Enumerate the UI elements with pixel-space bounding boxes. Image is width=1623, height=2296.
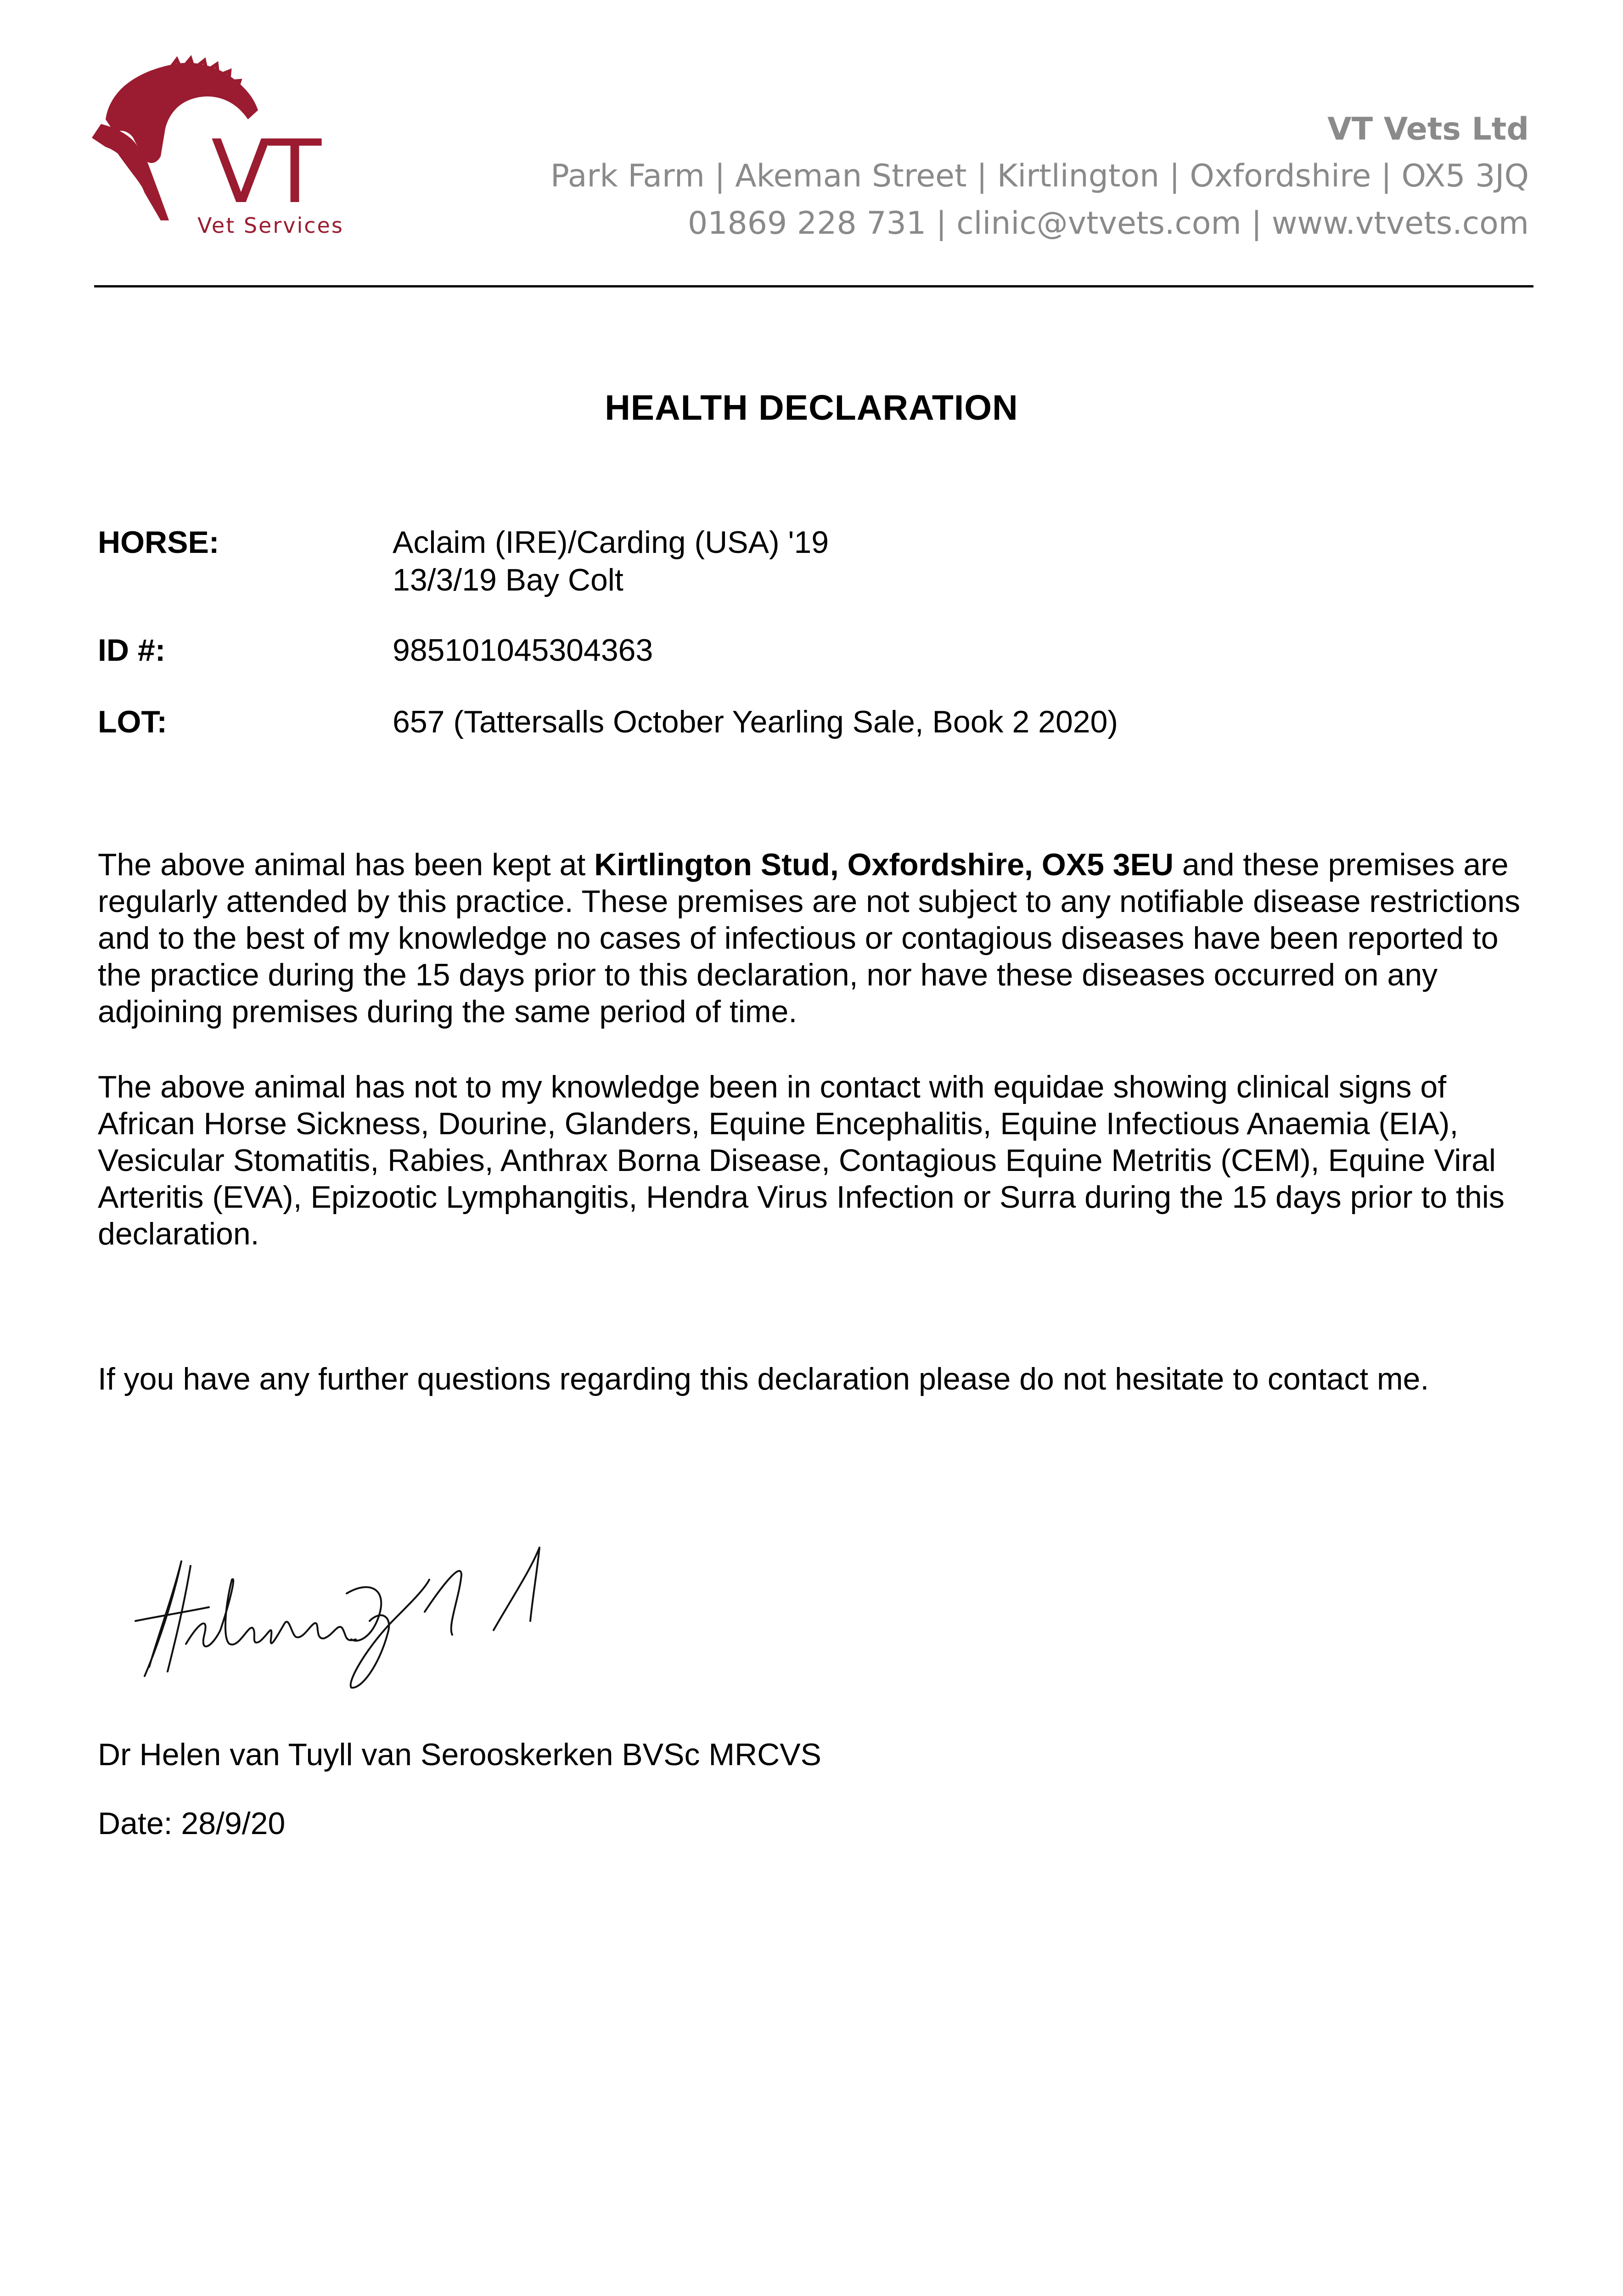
paragraph2-text: The above animal has not to my knowledge been in contact with equidae showing clinical signs of African Horse Sickness, Dourine, Glanders, Equine Encephalitis, Equine Infectious Anaemia (EIA), Vesicular Stomatitis, Rabies, Anthrax Borna Disease, Contagious Equine Metritis (CEM), Equine Viral Arteritis (EVA), Epizootic Lymphangitis, Hendra Virus Infection or Surra during the 15 days prior to this declaration. [98,1069,1505,1251]
paragraph3-text: If you have any further questions regarding this declaration please do not hesitate to contact me. [98,1362,1429,1396]
company-logo [92,55,367,248]
header-divider [94,285,1533,287]
lot-value: 657 (Tattersalls October Yearling Sale, Book 2 2020) [393,704,1118,739]
paragraph1-rest: and these premises are regularly attended by this practice. These premises are not subject to any notifiable disease restrictions and to the best of my knowledge no cases of infectious or contagious diseases have been reported to the practice during the 15 days prior to this declaration, nor have these diseases occurred on any adjoining premises during the same period of time. [98,847,1521,1029]
company-address: Park Farm | Akeman Street | Kirtlington | Oxfordshire | OX5 3JQ [550,158,1529,194]
letterhead-contact [550,107,1529,247]
horse-field [98,523,1118,631]
declaration-paragraph-2 [98,1069,1535,1252]
horse-description: 13/3/19 Bay Colt [393,563,623,597]
paragraph1-intro: The above animal has been kept at [98,847,595,882]
lot-field [98,703,1118,741]
id-label: ID #: [98,633,166,668]
signer-name: Dr Helen van Tuyll van Serooskerken BVSc MRCVS [98,1737,821,1772]
horse-name: Aclaim (IRE)/Carding (USA) '19 [393,525,829,560]
company-name: VT Vets Ltd [1327,111,1529,147]
lot-label: LOT: [98,704,168,739]
declaration-paragraph-1 [98,846,1535,1030]
page-title: HEALTH DECLARATION [605,388,1018,428]
handwritten-signature [131,1529,558,1694]
declaration-paragraph-3 [98,1361,1535,1397]
horse-label: HORSE: [98,525,219,560]
id-value: 985101045304363 [393,633,653,668]
company-contact: 01869 228 731 | clinic@vtvets.com | www.vtvets.com [687,205,1529,242]
premises-name: Kirtlington Stud, Oxfordshire, OX5 3EU [594,847,1174,882]
logo-subtitle: Vet Services [197,213,344,238]
declaration-date: Date: 28/9/20 [98,1806,286,1841]
logo-letters: VT [211,121,319,223]
id-field [98,631,1118,703]
horse-details [98,523,1118,741]
